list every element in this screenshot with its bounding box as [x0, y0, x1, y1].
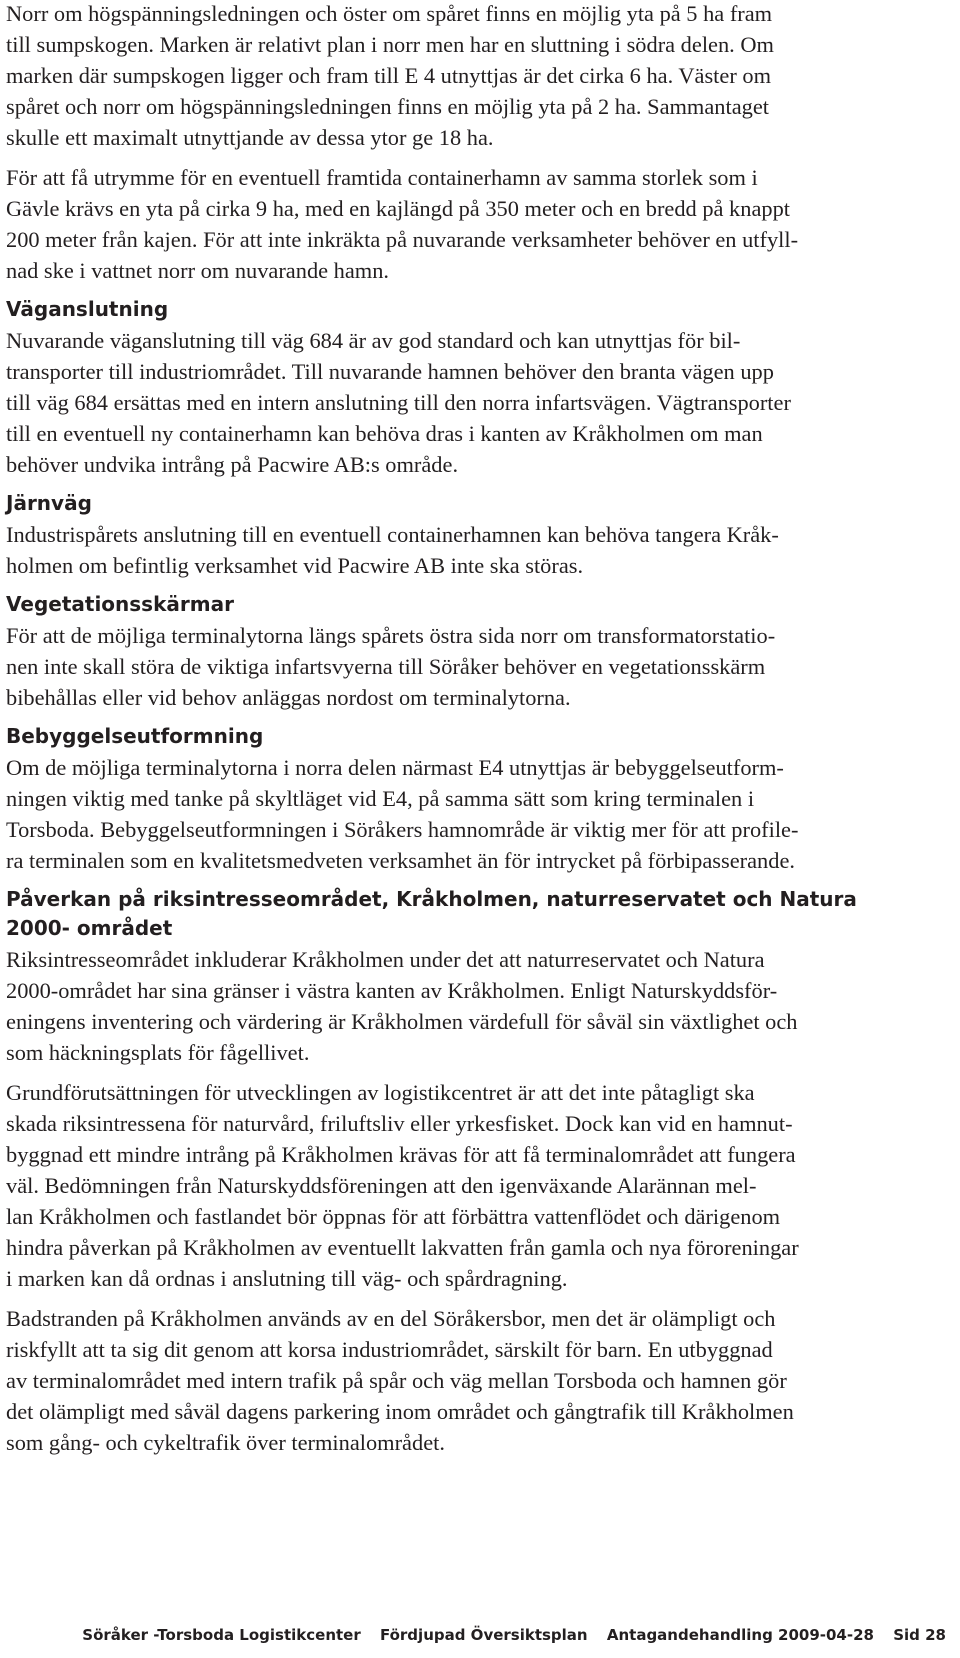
section-heading: Påverkan på riksintresseområdet, Kråkholmen, naturreservatet och Natura 2000- området [6, 887, 857, 940]
section-jarnvag [6, 489, 954, 581]
footer-plan: Fördjupad Översiktsplan [379, 1626, 588, 1644]
section-paragraph: Om de möjliga terminalytorna i norra delen närmast E4 utnyttjas är bebyggelseutform- ningen viktig med tanke på skyltläget vid E4, på samma sätt som kring terminalen i Torsboda. Bebyggelseutformningen i Söråkers hamnområde är viktig mer för att profile- ra terminalen som en kvalitetsmedveten verksamhet än för intrycket på förbipasserande. [6, 755, 799, 873]
section-bebyggelseutformning [6, 722, 954, 876]
page-footer [60, 1625, 946, 1645]
document-page [6, 0, 954, 1467]
section-paragraph: För att de möjliga terminalytorna längs spårets östra sida norr om transformatorstatio- nen inte skall störa de viktiga infartsvyerna till Söråker behöver en vegetationsskärm bibehållas eller vid behov anläggas nordost om terminalytorna. [6, 623, 776, 710]
section-paragraph: Industrispårets anslutning till en eventuell containerhamnen kan behöva tangera Kråk- holmen om befintlig verksamhet vid Pacwire AB inte ska störas. [6, 522, 779, 578]
section-paverkan [6, 885, 954, 1458]
footer-project: Söråker -Torsboda Logistikcenter [82, 1626, 361, 1644]
section-vaganslutning [6, 295, 954, 480]
intro-paragraph-1: Norr om högspänningsledningen och öster om spåret finns en möjlig yta på 5 ha fram till sumpskogen. Marken är relativt plan i norr men har en sluttning i södra delen. Om marken där sumpskogen ligger och fram till E 4 utnyttjas är det cirka 6 ha. Väster om spåret och norr om högspänningsledningen finns en möjlig yta på 2 ha. Sammantaget skulle ett maximalt utnyttjande av dessa ytor ge 18 ha. [6, 1, 774, 150]
section-heading: Väganslutning [6, 297, 169, 321]
section-heading: Järnväg [6, 491, 92, 515]
section-paragraph: Badstranden på Kråkholmen används av en del Söråkersbor, men det är olämpligt och riskfyllt att ta sig dit genom att korsa industriområdet, särskilt för barn. En utbyggnad av terminalområdet med intern trafik på spår och väg mellan Torsboda och hamnen gör det olämpligt med såväl dagens parkering inom området och gångtrafik till Kråkholmen som gång- och cykeltrafik över terminalområdet. [6, 1306, 794, 1455]
section-paragraph: Riksintresseområdet inkluderar Kråkholmen under det att naturreservatet och Natura 2000-området har sina gränser i västra kanten av Kråkholmen. Enligt Naturskyddsför- eningens inventering och värdering är Kråkholmen värdefull för såväl sin växtlighet och som häckningsplats för fågellivet. [6, 947, 798, 1065]
footer-page-number: Sid 28 [893, 1626, 946, 1644]
section-heading: Vegetationsskärmar [6, 592, 234, 616]
section-heading: Bebyggelseutformning [6, 724, 264, 748]
section-vegetationsskarmar [6, 590, 954, 713]
section-paragraph: Grundförutsättningen för utvecklingen av logistikcentret är att det inte påtagligt ska skada riksintressena för naturvård, friluftsliv eller yrkesfisket. Dock kan vid en hamnut- byggnad ett mindre intrång på Kråkholmen krävas för att få terminalområdet att fungera väl. Bedömningen från Naturskyddsföreningen att den igenväxande Alarännan mel- lan Kråkholmen och fastlandet bör öppnas för att förbättra vattenflödet och därigenom hindra påverkan på Kråkholmen av eventuellt lakvatten från gamla och nya föroreningar i marken kan då ordnas i anslutning till väg- och spårdragning. [6, 1080, 799, 1291]
section-paragraph: Nuvarande väganslutning till väg 684 är av god standard och kan utnyttjas för bil- transporter till industriområdet. Till nuvarande hamnen behöver den branta vägen upp till väg 684 ersättas med en intern anslutning till den norra infartsvägen. Vägtransporter till en eventuell ny containerhamn kan behöva dras i kanten av Kråkholmen om man behöver undvika intrång på Pacwire AB:s område. [6, 328, 791, 477]
intro-paragraph-2: För att få utrymme för en eventuell framtida containerhamn av samma storlek som i Gävle krävs en yta på cirka 9 ha, med en kajlängd på 350 meter och en bredd på knappt 200 meter från kajen. För att inte inkräkta på nuvarande verksamheter behöver en utfyll- nad ske i vattnet norr om nuvarande hamn. [6, 165, 799, 283]
footer-status: Antagandehandling 2009-04-28 [606, 1626, 874, 1644]
